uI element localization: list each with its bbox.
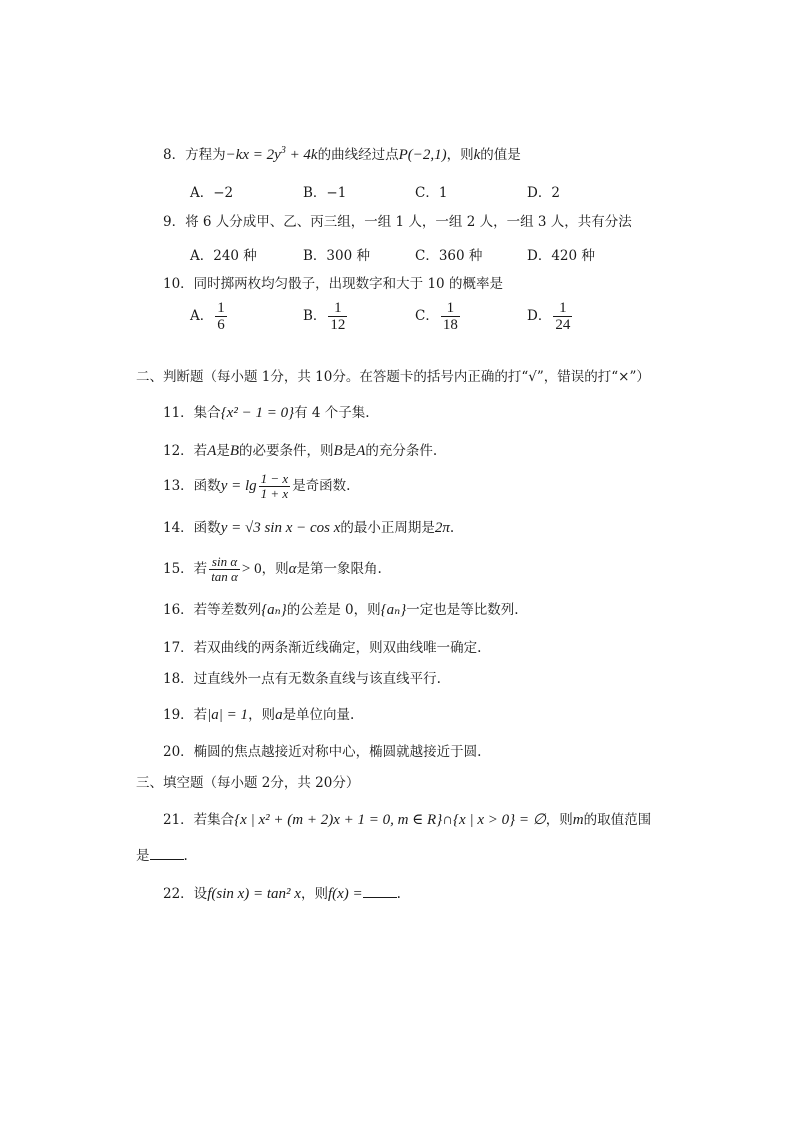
q8-equation: $-kx = 2y^3 + 4k$: [225, 145, 318, 163]
q8-option-b[interactable]: B．−1: [303, 185, 347, 201]
question-22: 22．设f(sin x) = tan² x，则f(x) = .: [163, 886, 401, 902]
q10-option-a[interactable]: A． $\frac{1}{6}$: [190, 300, 225, 333]
q10-option-c[interactable]: C． $\frac{1}{18}$: [415, 300, 458, 333]
question-13: 13．函数y = lg $\frac{1 - x}{1 + x}$ 是奇函数.: [163, 471, 351, 501]
q8-option-a[interactable]: A．−2: [190, 185, 234, 201]
fraction: $\frac{1}{18}$: [442, 300, 458, 333]
q10-option-d[interactable]: D． $\frac{1}{24}$: [527, 300, 571, 333]
question-18: 18．过直线外一点有无数条直线与该直线平行.: [163, 671, 441, 687]
question-17: 17．若双曲线的两条渐近线确定，则双曲线唯一确定.: [163, 640, 482, 656]
fraction: $\frac{\text{sin α}}{\text{tan α}}$: [211, 554, 238, 584]
question-9: 9．将 6 人分成甲、乙、丙三组，一组 1 人，一组 2 人，一组 3 人，共有分法: [163, 214, 632, 230]
question-11: 11．集合{x² − 1 = 0}有 4 个子集.: [163, 405, 370, 421]
q8-option-c[interactable]: C．1: [415, 185, 448, 201]
q9-option-b[interactable]: B．300 种: [303, 248, 370, 264]
q9-option-c[interactable]: C．360 种: [415, 248, 483, 264]
section-2-title: 二、判断题（每小题 1分，共 10分。在答题卡的括号内正确的打“√”，错误的打“×”）: [136, 369, 650, 385]
fraction: $\frac{1 - x}{1 + x}$: [260, 471, 289, 501]
question-20: 20．椭圆的焦点越接近对称中心，椭圆就越接近于圆.: [163, 744, 482, 760]
section-3-title: 三、填空题（每小题 2分，共 20分）: [136, 775, 360, 791]
q10-option-b[interactable]: B． $\frac{1}{12}$: [303, 300, 346, 333]
fraction: $\frac{1}{6}$: [217, 300, 225, 333]
question-16: 16．若等差数列{aₙ}的公差是 0，则{aₙ}一定也是等比数列.: [163, 602, 519, 618]
answer-blank[interactable]: [363, 885, 397, 898]
q8-option-d[interactable]: D．2: [527, 185, 560, 201]
fraction: $\frac{1}{24}$: [555, 300, 571, 333]
q8-point: P(−2,1): [398, 147, 447, 163]
q9-option-a[interactable]: A．240 种: [190, 248, 257, 264]
fraction: $\frac{1}{12}$: [330, 300, 346, 333]
question-14: 14．函数y = √3 sin x − cos x的最小正周期是2π.: [163, 520, 455, 536]
q9-option-d[interactable]: D．420 种: [527, 248, 595, 264]
question-21-continuation: 是 .: [136, 848, 188, 864]
question-15: 15．若 $\frac{\text{sin α}}{\text{tan α}}$ > 0，则α是第一象限角.: [163, 554, 382, 584]
question-21: 21．若集合{x | x² + (m + 2)x + 1 = 0, m ∈ R}∩{x | x > 0} = ∅，则m的取值范围: [163, 812, 652, 828]
question-12: 12．若A是B的必要条件，则B是A的充分条件.: [163, 443, 438, 459]
question-10: 10．同时掷两枚均匀骰子，出现数字和大于 10 的概率是: [163, 276, 503, 292]
question-19: 19．若|a| = 1，则a是单位向量.: [163, 707, 355, 723]
question-8: 8．方程为$-kx = 2y^3 + 4k$的曲线经过点P(−2,1)，则k的值是: [163, 145, 521, 163]
answer-blank[interactable]: [150, 847, 184, 860]
